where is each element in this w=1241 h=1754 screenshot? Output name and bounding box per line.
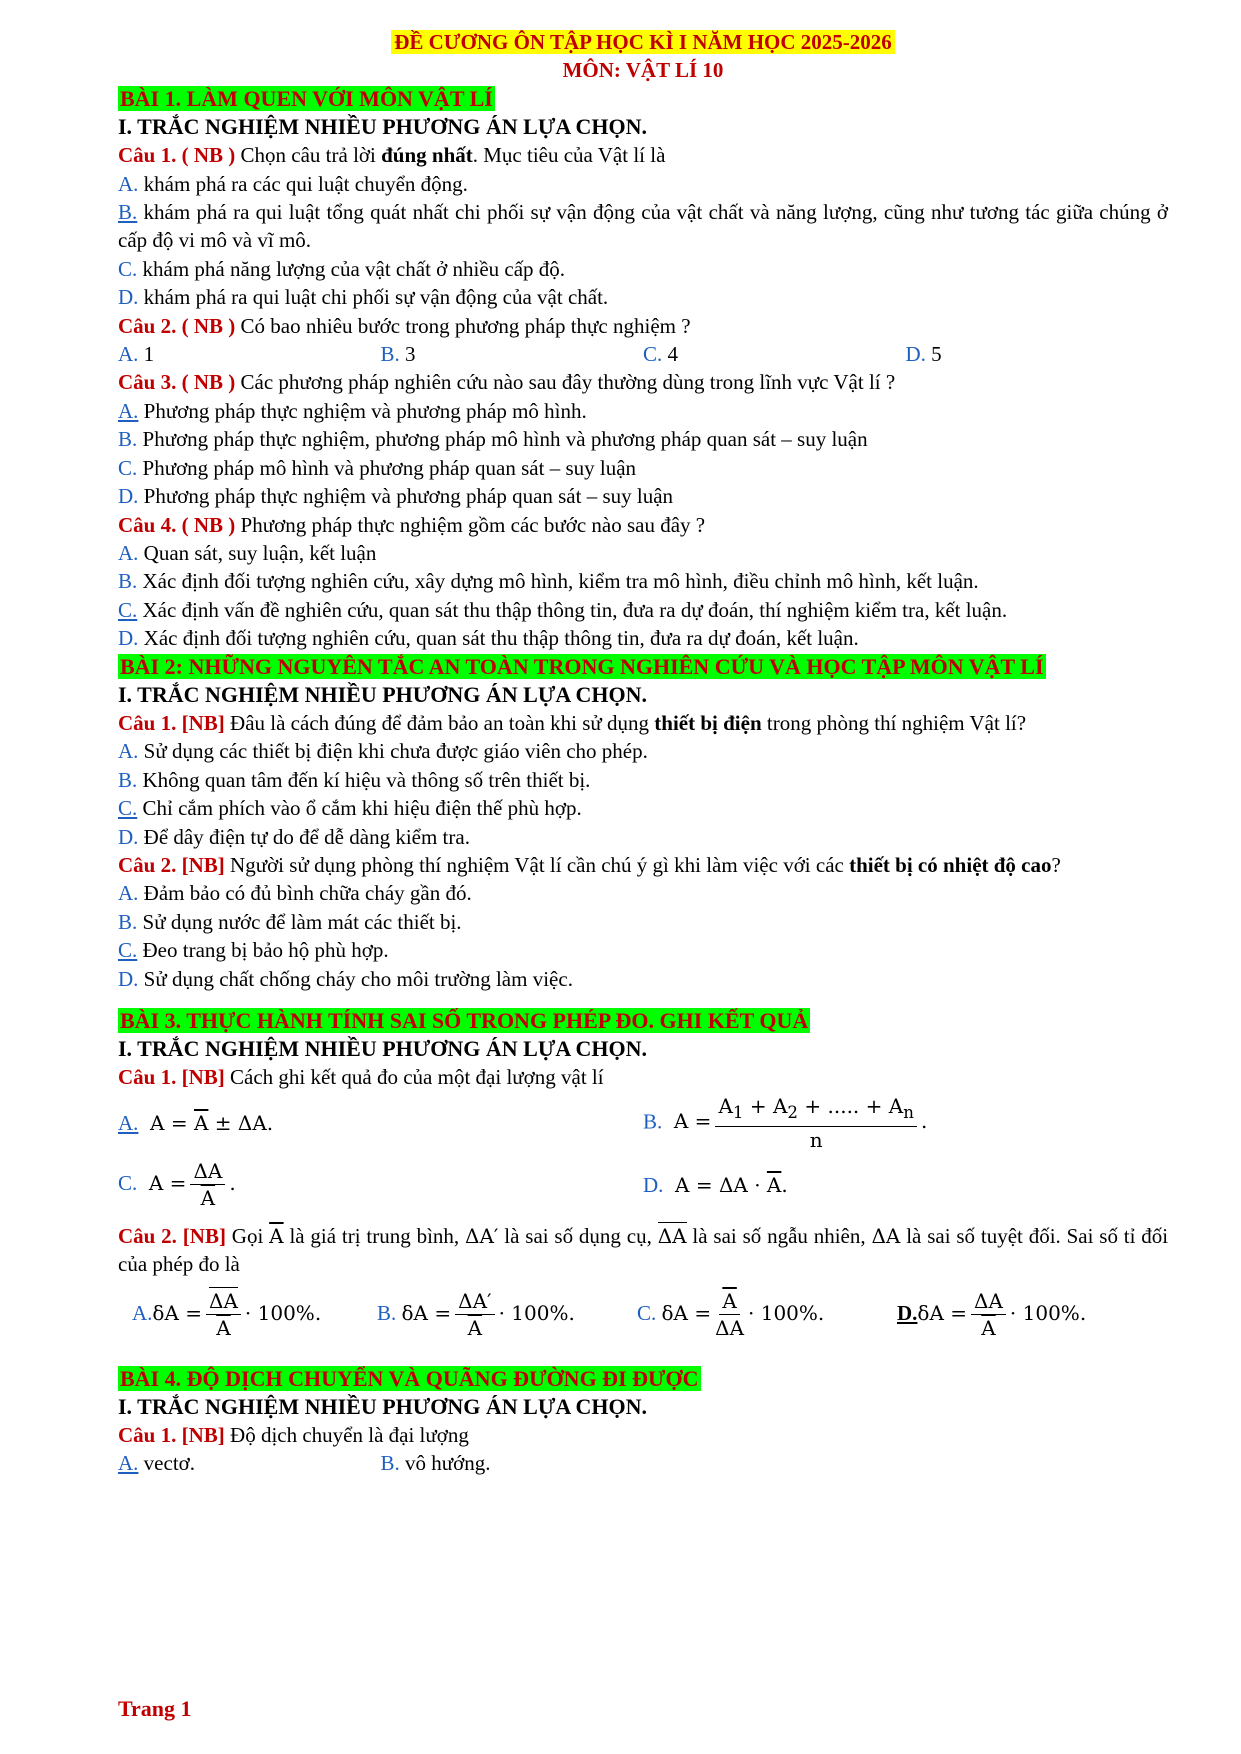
document-subject: MÔN: VẬT LÍ 10: [562, 58, 724, 83]
section-heading: I. TRẮC NGHIỆM NHIỀU PHƯƠNG ÁN LỰA CHỌN.: [118, 113, 648, 139]
answer-option: B. 3: [380, 342, 416, 367]
answer-option: A. khám phá ra các qui luật chuyển động.: [118, 171, 468, 196]
answer-option: B. Phương pháp thực nghiệm, phương pháp mô hình và phương pháp quan sát – suy luận: [118, 427, 868, 452]
answer-option: B. A = $\frac{A_1 + A_2 + ..... + A_n}{n}$ .: [643, 1093, 928, 1152]
formula-options-row: [118, 1092, 1168, 1154]
answer-option: D. Xác định đối tượng nghiên cứu, quan sát thu thập thông tin, đưa ra dự đoán, kết luận.: [118, 626, 859, 651]
question: Câu 1. ( NB ) Chọn câu trả lời đúng nhất. Mục tiêu của Vật lí là: [118, 143, 666, 168]
formula: A = $\frac{A_1 + A_2 + ..... + A_n}{n}$ .: [667, 1093, 928, 1152]
answer-option-correct: A. $A = \overline{A} \pm \Delta A$.: [118, 1110, 274, 1135]
answer-option: A. Quan sát, suy luận, kết luận: [118, 540, 377, 565]
question: Câu 4. ( NB ) Phương pháp thực nghiệm gồm các bước nào sau đây ?: [118, 512, 706, 537]
answer-option: D. 5: [905, 342, 942, 367]
answer-option-correct: C. Đeo trang bị bảo hộ phù hợp.: [118, 938, 389, 963]
question: Câu 1. [NB] Cách ghi kết quả đo của một đại lượng vật lí: [118, 1065, 604, 1090]
section-heading: I. TRẮC NGHIỆM NHIỀU PHƯƠNG ÁN LỰA CHỌN.: [118, 1393, 648, 1419]
answer-option-correct: C. Chỉ cắm phích vào ổ cắm khi hiệu điện thế phù hợp.: [118, 796, 582, 821]
page-number: Trang 1: [118, 1696, 192, 1721]
lesson-1-heading: BÀI 1. LÀM QUEN VỚI MÔN VẬT LÍ: [120, 85, 493, 111]
section-heading: I. TRẮC NGHIỆM NHIỀU PHƯƠNG ÁN LỰA CHỌN.: [118, 1036, 648, 1061]
document-page: [118, 28, 1168, 1478]
answer-option-correct: B. khám phá ra qui luật tổng quát nhất chi phối sự vận động của vật chất và năng lượng, cũng như tương tác giữa chúng ở cấp độ vi mô và vĩ mô.: [118, 200, 1169, 253]
answer-options-row: [118, 340, 1168, 368]
answer-option: B. Không quan tâm đến kí hiệu và thông số trên thiết bị.: [118, 767, 591, 792]
answer-option-correct: A. vectơ.: [118, 1451, 196, 1476]
answer-option: C. Phương pháp mô hình và phương pháp quan sát – suy luận: [118, 455, 637, 480]
answer-option: D. $A = \Delta A \cdot \overline{A}$.: [643, 1172, 788, 1197]
answer-option: A. Đảm bảo có đủ bình chữa cháy gần đó.: [118, 881, 472, 906]
answer-option: B. δA = $\frac{\Delta A'}{A}$ · 100%.: [377, 1289, 575, 1341]
answer-option: B. Xác định đối tượng nghiên cứu, xây dựng mô hình, kiểm tra mô hình, điều chỉnh mô hình, kết luận.: [118, 569, 979, 594]
question: Câu 2. [NB] Gọi $\overline{A}$ là giá trị trung bình, ΔA′ là sai số dụng cụ, ΔA là sai số ngẫu nhiên, ΔA là sai số tuyệt đối. Sai số tỉ đối của phép đo là: [118, 1223, 1169, 1277]
question: Câu 2. [NB] Người sử dụng phòng thí nghiệm Vật lí cần chú ý gì khi làm việc với các thiết bị có nhiệt độ cao?: [118, 852, 1061, 877]
answer-option: D. khám phá ra qui luật chi phối sự vận động của vật chất.: [118, 285, 609, 310]
formula-options-row: [118, 1154, 1168, 1216]
answer-option: A. Sử dụng các thiết bị điện khi chưa được giáo viên cho phép.: [118, 739, 648, 764]
answer-option: C. A = $\frac{\Delta A}{A}$ .: [118, 1159, 236, 1211]
answer-option: C. khám phá năng lượng của vật chất ở nhiều cấp độ.: [118, 256, 566, 281]
formula: $A = \overline{A} \pm \Delta A$.: [143, 1110, 274, 1135]
answer-option-correct: D.δA = $\frac{\Delta A}{A}$ · 100%.: [897, 1289, 1087, 1341]
question: Câu 2. ( NB ) Có bao nhiêu bước trong phương pháp thực nghiệm ?: [118, 313, 691, 338]
answer-option: C. δA = $\frac{\overline{A}}{\Delta A}$ · 100%.: [637, 1289, 825, 1341]
formula: $A = \Delta A \cdot \overline{A}$.: [668, 1172, 788, 1197]
answer-option: D. Phương pháp thực nghiệm và phương pháp quan sát – suy luận: [118, 484, 674, 509]
formula: A = $\frac{\Delta A}{A}$ .: [142, 1159, 236, 1211]
question: Câu 3. ( NB ) Các phương pháp nghiên cứu nào sau đây thường dùng trong lĩnh vực Vật lí ?: [118, 370, 896, 395]
lesson-4-heading: BÀI 4. ĐỘ DỊCH CHUYỂN VÀ QUÃNG ĐƯỜNG ĐI ĐƯỢC: [120, 1365, 699, 1391]
section-heading: I. TRẮC NGHIỆM NHIỀU PHƯƠNG ÁN LỰA CHỌN.: [118, 681, 648, 707]
answer-option: C. 4: [643, 342, 679, 367]
answer-option-correct: A. Phương pháp thực nghiệm và phương pháp mô hình.: [118, 398, 587, 423]
formula-options-row: [118, 1279, 1168, 1351]
question: Câu 1. [NB] Độ dịch chuyển là đại lượng: [118, 1423, 469, 1448]
answer-option: D. Để dây điện tự do để dễ dàng kiểm tra.: [118, 824, 470, 849]
question: Câu 1. [NB] Đâu là cách đúng để đảm bảo an toàn khi sử dụng thiết bị điện trong phòng thí nghiệm Vật lí?: [118, 710, 1027, 735]
answer-option: A. 1: [118, 342, 155, 367]
lesson-3-heading: BÀI 3. THỰC HÀNH TÍNH SAI SỐ TRONG PHÉP ĐO. GHI KẾT QUẢ: [120, 1008, 809, 1033]
answer-option: B. Sử dụng nước để làm mát các thiết bị.: [118, 909, 462, 934]
answer-option: D. Sử dụng chất chống cháy cho môi trường làm việc.: [118, 966, 573, 991]
document-title: ĐỀ CƯƠNG ÔN TẬP HỌC KÌ I NĂM HỌC 2025-2026: [118, 28, 1168, 56]
lesson-2-heading: BÀI 2: NHỮNG NGUYÊN TẮC AN TOÀN TRONG NGHIÊN CỨU VÀ HỌC TẬP MÔN VẬT LÍ: [120, 653, 1044, 679]
answer-option: B. vô hướng.: [380, 1451, 491, 1476]
answer-option-correct: C. Xác định vấn đề nghiên cứu, quan sát thu thập thông tin, đưa ra dự đoán, thí nghiệm kiểm tra, kết luận.: [118, 597, 1008, 622]
answer-option: A.δA = $\frac{\Delta A}{A}$ · 100%.: [132, 1289, 322, 1341]
answer-options-row: [118, 1449, 1168, 1477]
